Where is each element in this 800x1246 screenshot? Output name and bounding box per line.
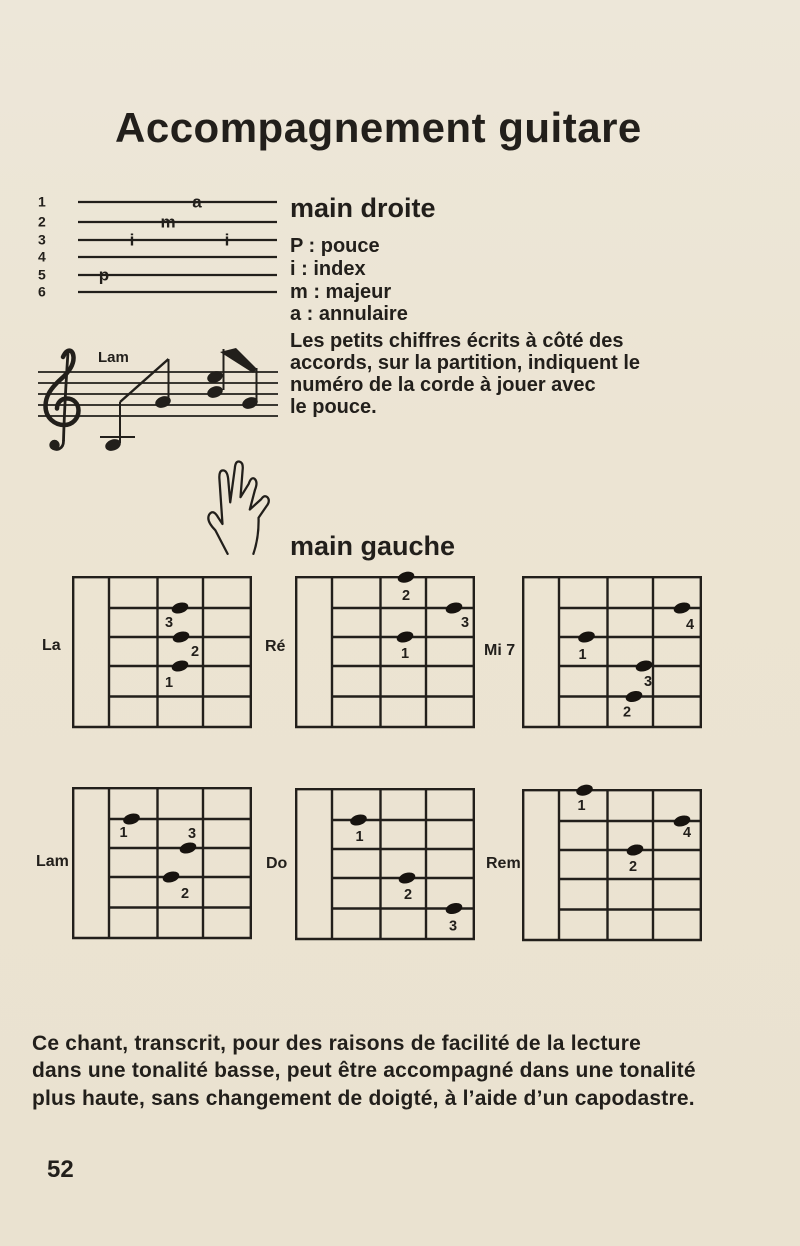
finger-number: 2 xyxy=(628,858,638,875)
hand-outline xyxy=(208,462,268,554)
finger-dot xyxy=(634,659,653,674)
finger-dot xyxy=(444,601,463,616)
chord-name-label: Mi 7 xyxy=(484,642,516,659)
treble-clef-icon xyxy=(46,351,79,451)
staff-chord-label: Lam xyxy=(98,349,129,366)
legend-item: P : pouce xyxy=(290,235,380,257)
finger-dot xyxy=(395,630,414,645)
finger-number: 4 xyxy=(682,824,692,841)
chord-grid-rem xyxy=(522,789,704,943)
footer-text-line: dans une tonalité basse, peut être accompagné dans une tonalité xyxy=(32,1059,696,1083)
finger-dot xyxy=(178,841,197,856)
finger-dot xyxy=(349,813,368,828)
finger-dot xyxy=(171,630,190,645)
finger-number: 2 xyxy=(622,704,632,721)
finger-number: 1 xyxy=(400,645,410,662)
note-head xyxy=(154,394,173,410)
note-text-line: numéro de la corde à jouer avec xyxy=(290,374,596,397)
finger-number: 1 xyxy=(119,824,128,841)
chord-grid-mi7 xyxy=(522,576,704,730)
string-number: 1 xyxy=(38,193,46,210)
chord-name-label: Rem xyxy=(486,855,521,872)
finger-dot xyxy=(396,570,415,585)
chord-name-label: La xyxy=(42,637,61,654)
music-staff xyxy=(25,335,295,470)
finger-number: 3 xyxy=(164,614,174,631)
finger-dot xyxy=(170,601,189,616)
finger-dot xyxy=(397,871,416,886)
finger-letter: i xyxy=(129,230,135,250)
page-number: 52 xyxy=(47,1156,74,1183)
finger-number: 2 xyxy=(180,885,190,902)
finger-dot xyxy=(577,630,596,645)
string-numbering-diagram xyxy=(30,186,290,306)
note-text-line: accords, sur la partition, indiquent le xyxy=(290,352,641,375)
finger-number: 1 xyxy=(164,674,174,691)
finger-legend xyxy=(290,235,720,326)
finger-letter: i xyxy=(224,230,230,250)
finger-number: 2 xyxy=(401,588,411,605)
finger-dot xyxy=(672,601,691,616)
finger-dot xyxy=(625,843,644,858)
footer-text-line: Ce chant, transcrit, pour des raisons de facilité de la lecture xyxy=(32,1032,641,1055)
right-hand-section xyxy=(290,193,720,418)
finger-dot xyxy=(161,870,180,885)
chord-name-label: Do xyxy=(266,855,288,872)
left-hand-heading: main gauche xyxy=(290,531,456,561)
finger-letter: p xyxy=(98,265,110,285)
finger-letter: a xyxy=(192,192,202,212)
note-text-line: le pouce. xyxy=(290,396,377,419)
finger-number: 3 xyxy=(460,614,470,631)
finger-number: 3 xyxy=(448,918,458,935)
footer-text-line: plus haute, sans changement de doigté, à l’aide d’un capodastre. xyxy=(32,1086,695,1110)
finger-number: 1 xyxy=(577,798,586,815)
finger-dot xyxy=(170,659,189,674)
strings-note xyxy=(290,330,720,418)
finger-letter: m xyxy=(160,212,176,232)
note-text-line: Les petits chiffres écrits à côté des xyxy=(290,330,624,353)
legend-item: m : majeur xyxy=(290,280,392,303)
legend-item: a : annulaire xyxy=(290,303,408,326)
finger-number: 4 xyxy=(685,616,695,633)
chord-grid-do xyxy=(295,788,477,942)
chord-grid-la xyxy=(72,576,254,730)
chord-name-label: Ré xyxy=(265,638,286,655)
chord-name-label: Lam xyxy=(36,853,69,870)
finger-dot xyxy=(575,783,594,798)
string-number: 5 xyxy=(38,266,46,283)
finger-number: 3 xyxy=(643,673,653,690)
string-number: 2 xyxy=(38,213,46,230)
note-beam xyxy=(220,348,257,373)
footer-paragraph xyxy=(32,1030,777,1112)
page-title: Accompagnement guitare xyxy=(115,104,642,151)
finger-dot xyxy=(444,901,463,916)
right-hand-heading: main droite xyxy=(290,193,436,223)
finger-number: 2 xyxy=(190,643,200,660)
note-head xyxy=(206,384,225,400)
finger-number: 3 xyxy=(187,825,197,842)
string-number: 4 xyxy=(38,248,46,265)
finger-number: 1 xyxy=(578,646,587,663)
finger-number: 2 xyxy=(403,886,413,903)
left-hand-drawing xyxy=(206,459,274,557)
legend-item: i : index xyxy=(290,257,366,280)
chord-grid-ré xyxy=(295,576,477,730)
chord-grid-lam xyxy=(72,787,254,941)
finger-dot xyxy=(624,689,643,704)
string-number: 3 xyxy=(38,231,46,248)
string-number: 6 xyxy=(38,283,46,300)
finger-number: 1 xyxy=(355,828,364,845)
